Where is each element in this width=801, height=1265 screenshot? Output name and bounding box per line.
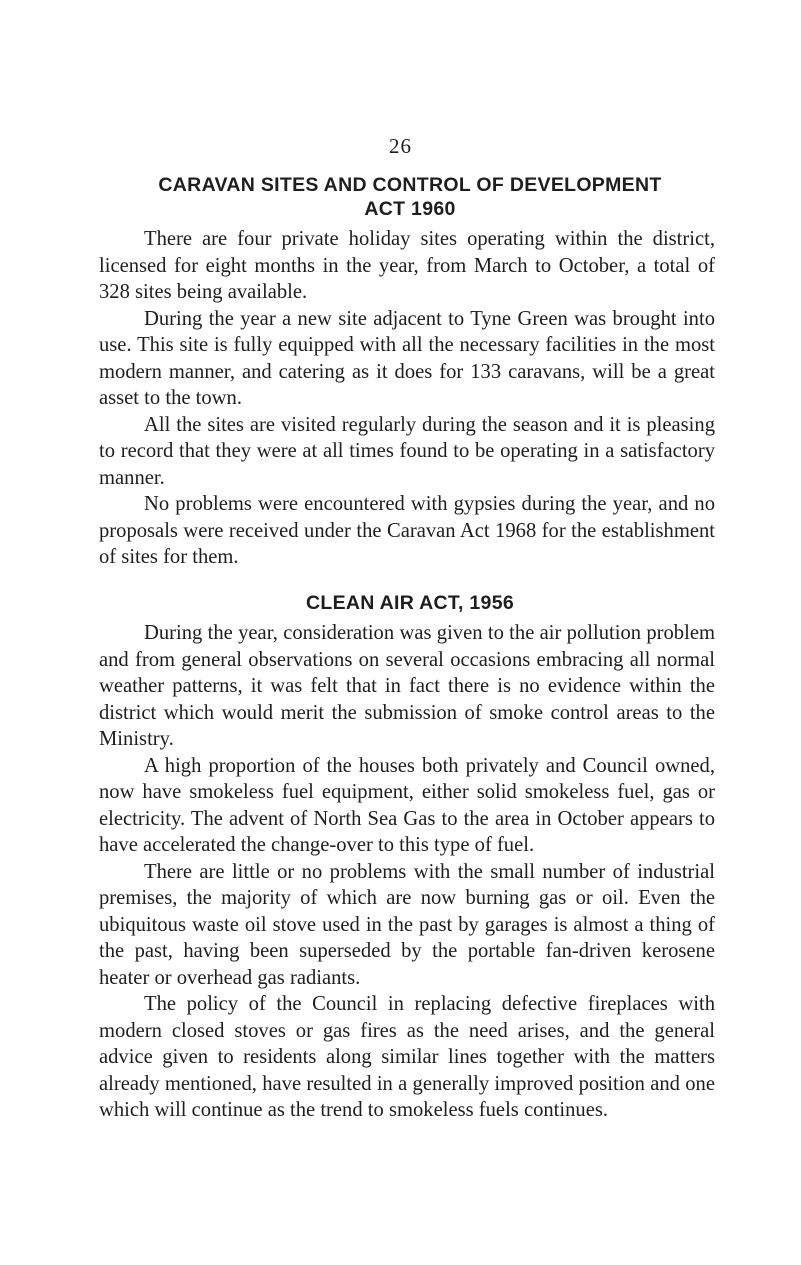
paragraph: During the year, consideration was given to the air pollution problem and from general observations on several occasions embracing all normal weather patterns, it was felt that in fact there is no evidence within the district which would merit the submission of smoke control areas to the Ministry. xyxy=(99,622,715,750)
section-heading-clean-air-act: CLEAN AIR ACT, 1956 xyxy=(306,592,514,614)
paragraph: There are little or no problems with the small number of industrial premises, the majority of which are now burning gas or oil. Even the ubiquitous waste oil stove used in the past by garages is almost a thing of the past, having been superseded by the portable fan-driven kerosene heater or overhead gas radiants. xyxy=(99,860,715,989)
heading-line-2: ACT 1960 xyxy=(364,198,456,220)
section-caravan-sites xyxy=(99,226,715,571)
paragraph: No problems were encountered with gypsies during the year, and no proposals were received under the Caravan Act 1968 for the establishment of sites for them. xyxy=(99,493,715,568)
paragraph: A high proportion of the houses both privately and Council owned, now have smokeless fuel equipment, either solid smokeless fuel, gas or electricity. The advent of North Sea Gas to the area in October appears to have accelerated the change-over to this type of fuel. xyxy=(99,754,715,856)
section-clean-air-act xyxy=(99,620,715,1124)
paragraph: The policy of the Council in replacing defective fireplaces with modern closed stoves or gas fires as the need arises, and the general advice given to residents along similar lines together with the matters already mentioned, have resulted in a generally improved position and one which will continue as the trend to smokeless fuels continues. xyxy=(99,993,715,1121)
section-heading-caravan-sites xyxy=(100,173,720,221)
heading-line-1: CARAVAN SITES AND CONTROL OF DEVELOPMENT xyxy=(158,174,662,196)
page-number: 26 xyxy=(389,134,412,158)
paragraph: There are four private holiday sites operating within the district, licensed for eight months in the year, from March to October, a total of 328 sites being available. xyxy=(99,228,715,303)
paragraph: During the year a new site adjacent to Tyne Green was brought into use. This site is fully equipped with all the necessary facilities in the most modern manner, and catering as it does for 133 caravans, will be a great asset to the town. xyxy=(99,307,715,409)
paragraph: All the sites are visited regularly during the season and it is pleasing to record that they were at all times found to be operating in a satisfactory manner. xyxy=(99,413,715,489)
